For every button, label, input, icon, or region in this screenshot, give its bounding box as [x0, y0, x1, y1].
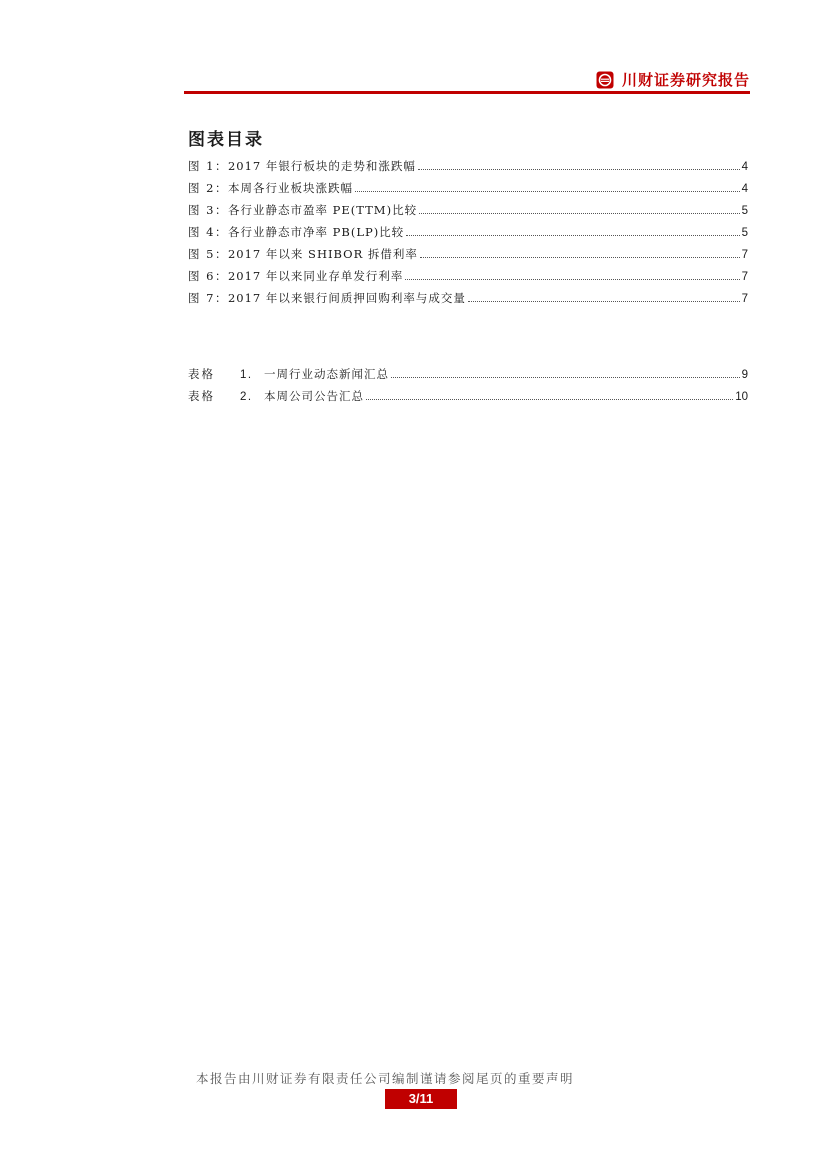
dot-leader [419, 213, 740, 214]
toc-entry-page: 7 [741, 249, 748, 261]
table-toc-list [188, 366, 748, 410]
toc-entry-prefix: 图 5： [188, 247, 228, 261]
toc-entry-title: 本周公司公告汇总 [264, 389, 364, 403]
toc-entry-title: 2017 年以来银行间质押回购利率与成交量 [227, 291, 466, 305]
dot-leader [468, 301, 740, 302]
figure-toc-list [188, 158, 748, 312]
chuancai-logo-icon [596, 71, 614, 89]
toc-entry-title: 2017 年以来同业存单发行利率 [227, 269, 404, 283]
toc-entry-title: 2017 年银行板块的走势和涨跌幅 [227, 159, 416, 173]
toc-title: 图表目录 [188, 130, 264, 150]
toc-entry-prefix: 图 4： [188, 225, 228, 239]
toc-entry-number: 2. [240, 391, 253, 403]
dot-leader [405, 279, 739, 280]
header-divider [184, 91, 750, 94]
brand-name: 川财证券研究报告 [621, 71, 750, 89]
toc-entry-page: 5 [741, 205, 748, 217]
toc-entry-prefix: 图 6： [188, 269, 228, 283]
toc-entry-title: 各行业静态市净率 PB(LP)比较 [227, 225, 405, 239]
toc-entry-page: 4 [741, 161, 748, 173]
footer-disclaimer: 本报告由川财证券有限责任公司编制谨请参阅尾页的重要声明 [195, 1071, 574, 1086]
page-number-badge: 3/11 [385, 1089, 457, 1109]
dot-leader [391, 377, 740, 378]
dot-leader [418, 169, 740, 170]
toc-entry-prefix: 表格 [188, 367, 215, 381]
toc-entry-title: 本周各行业板块涨跌幅 [227, 181, 353, 195]
toc-entry-prefix: 表格 [188, 389, 215, 403]
toc-entry-figure-2[interactable] [188, 180, 748, 202]
toc-entry-page: 10 [735, 391, 748, 403]
toc-entry-figure-6[interactable] [188, 268, 748, 290]
page-header [184, 62, 750, 94]
toc-entry-page: 5 [741, 227, 748, 239]
toc-entry-page: 9 [741, 369, 748, 381]
dot-leader [355, 191, 740, 192]
toc-entry-figure-3[interactable] [188, 202, 748, 224]
toc-entry-figure-1[interactable] [188, 158, 748, 180]
toc-entry-figure-5[interactable] [188, 246, 748, 268]
toc-entry-title: 各行业静态市盈率 PE(TTM)比较 [227, 203, 418, 217]
toc-entry-number: 1. [240, 369, 253, 381]
dot-leader [406, 235, 739, 236]
toc-entry-page: 7 [741, 271, 748, 283]
toc-entry-prefix: 图 3： [188, 203, 228, 217]
dot-leader [366, 399, 733, 400]
toc-entry-page: 4 [741, 183, 748, 195]
dot-leader [420, 257, 740, 258]
toc-entry-prefix: 图 1： [188, 159, 228, 173]
toc-entry-prefix: 图 2： [188, 181, 228, 195]
toc-entry-figure-4[interactable] [188, 224, 748, 246]
brand [596, 69, 750, 90]
toc-entry-table-1[interactable] [188, 366, 748, 388]
toc-entry-figure-7[interactable] [188, 290, 748, 312]
toc-entry-prefix: 图 7： [188, 291, 228, 305]
toc-entry-page: 7 [741, 293, 748, 305]
toc-entry-title: 2017 年以来 SHIBOR 拆借利率 [227, 247, 418, 261]
toc-entry-title: 一周行业动态新闻汇总 [264, 367, 389, 381]
toc-entry-table-2[interactable] [188, 388, 748, 410]
